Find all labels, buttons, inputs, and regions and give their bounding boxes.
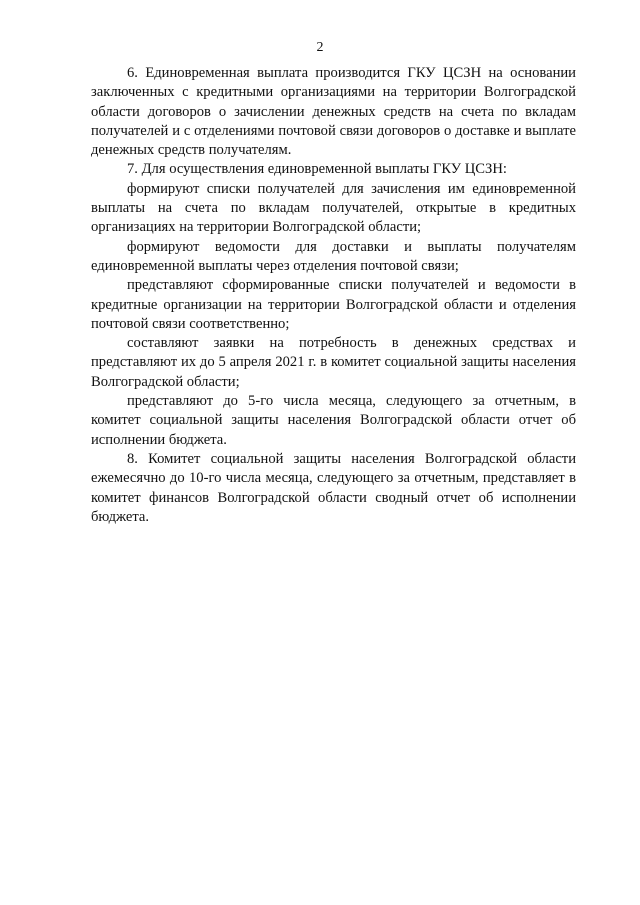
- document-body: [91, 64, 576, 527]
- paragraph-8-committee-report: 8. Комитет социальной защиты населения Волгоградской области ежемесячно до 10-го числа месяца, следующего за отчетным, представляет в комитет финансов Волгоградской области сводный отчет об исполнении бюджета.: [91, 450, 576, 525]
- paragraph-7-compile-requests: составляют заявки на потребность в денежных средствах и представляют их до 5 апреля 2021 г. в комитет социальной защиты населения Волгоградской области;: [91, 335, 576, 390]
- paragraph-7-form-lists: формируют списки получателей для зачисления им единовременной выплаты на счета по вкладам получателей, открытые в кредитных организациях на территории Волгоградской области;: [91, 180, 576, 236]
- page-number: 2: [316, 40, 324, 55]
- paragraph-6-payment-procedure: 6. Единовременная выплата производится ГКУ ЦСЗН на основании заключенных с кредитными организациями на территории Волгоградской области договоров о зачислении денежных средств на счета по вкладам получателей и с отделениями почтовой связи договоров о доставке и выплате денежных средств получателям.: [91, 65, 576, 159]
- paragraph-7-intro: 7. Для осуществления единовременной выплаты ГКУ ЦСЗН:: [127, 161, 507, 178]
- paragraph-7-form-statements: формируют ведомости для доставки и выплаты получателям единовременной выплаты через отделения почтовой связи;: [91, 238, 576, 274]
- paragraph-7-submit-report: представляют до 5-го числа месяца, следующего за отчетным, в комитет социальной защиты населения Волгоградской области отчет об исполнении бюджета.: [91, 393, 576, 448]
- paragraph-7-submit-lists: представляют сформированные списки получателей и ведомости в кредитные организации на территории Волгоградской области и отделения почтовой связи соответственно;: [91, 277, 576, 332]
